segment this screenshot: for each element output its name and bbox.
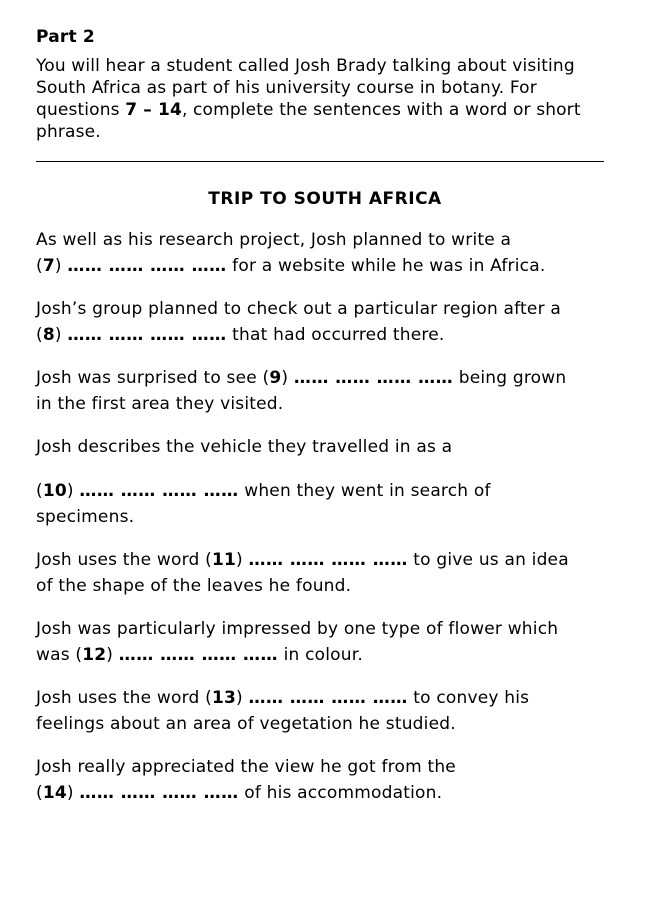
question-9-line1: Josh was surprised to see (9) …… …… …… …… being grown	[36, 368, 567, 388]
question-9-line2: in the first area they visited.	[36, 394, 284, 414]
question-number: 12	[82, 645, 107, 665]
question-number: 8	[42, 325, 55, 345]
question-10-line1: (10) …… …… …… …… when they went in search of	[36, 481, 491, 501]
divider-line	[36, 161, 604, 162]
question-7-line1: As well as his research project, Josh planned to write a	[36, 230, 512, 250]
question-12-line1: Josh was particularly impressed by one type of flower which	[36, 619, 559, 639]
worksheet	[36, 26, 616, 806]
answer-blank[interactable]: …… …… …… ……	[79, 481, 239, 501]
question-10-intro: Josh describes the vehicle they travelled in as a	[36, 437, 453, 457]
answer-blank[interactable]: …… …… …… ……	[248, 550, 408, 570]
question-11	[36, 547, 616, 599]
question-13-line1: Josh uses the word (13) …… …… …… …… to convey his	[36, 688, 530, 708]
instructions-intro: You will hear a student called Josh Brady talking about visiting South Africa as part of his university course in botany. For questions	[36, 56, 575, 120]
question-number: 9	[269, 368, 282, 388]
question-10-line2: specimens.	[36, 507, 135, 527]
instructions-outro: , complete the sentences with a word or short phrase.	[36, 100, 581, 142]
question-12-line2: was (12) …… …… …… …… in colour.	[36, 645, 363, 665]
question-number: 14	[42, 783, 67, 803]
answer-blank[interactable]: …… …… …… ……	[118, 645, 278, 665]
question-12	[36, 616, 616, 668]
question-number: 11	[211, 550, 236, 570]
question-9	[36, 365, 616, 417]
question-8-line2: (8) …… …… …… …… that had occurred there.	[36, 325, 445, 345]
question-7	[36, 227, 616, 279]
answer-blank[interactable]: …… …… …… ……	[67, 256, 227, 276]
question-number: 10	[42, 481, 67, 501]
question-13-line2: feelings about an area of vegetation he studied.	[36, 714, 456, 734]
instructions-range: 7 – 14	[125, 100, 182, 120]
question-10	[36, 434, 616, 530]
question-number: 13	[211, 688, 236, 708]
question-14	[36, 754, 616, 806]
answer-blank[interactable]: …… …… …… ……	[79, 783, 239, 803]
question-8-line1: Josh’s group planned to check out a particular region after a	[36, 299, 561, 319]
answer-blank[interactable]: …… …… …… ……	[248, 688, 408, 708]
question-7-line2: (7) …… …… …… …… for a website while he was in Africa.	[36, 256, 546, 276]
question-13	[36, 685, 616, 737]
question-11-line1: Josh uses the word (11) …… …… …… …… to give us an idea	[36, 550, 569, 570]
section-heading: TRIP TO SOUTH AFRICA	[208, 189, 442, 209]
question-8	[36, 296, 616, 348]
question-number: 7	[42, 256, 55, 276]
question-11-line2: of the shape of the leaves he found.	[36, 576, 352, 596]
question-14-line2: (14) …… …… …… …… of his accommodation.	[36, 783, 443, 803]
question-14-line1: Josh really appreciated the view he got from the	[36, 757, 456, 777]
answer-blank[interactable]: …… …… …… ……	[67, 325, 227, 345]
part-title: Part 2	[36, 27, 95, 47]
instructions	[36, 55, 616, 143]
answer-blank[interactable]: …… …… …… ……	[293, 368, 454, 388]
